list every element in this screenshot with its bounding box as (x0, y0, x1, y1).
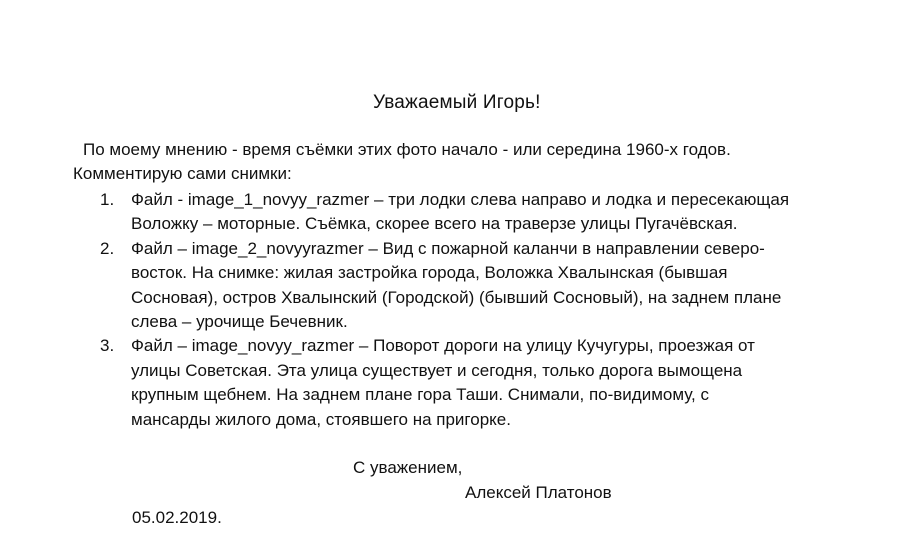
list-item (100, 334, 840, 432)
letter-closing: С уважением, (353, 458, 463, 477)
list-item-line: восток. На снимке: жилая застройка города, Воложка Хвалынская (бывшая (131, 263, 728, 283)
list-item-line: Файл – image_2_novyyrazmer – Вид с пожарной каланчи в направлении северо- (131, 238, 765, 258)
list-item (100, 188, 840, 237)
letter-signature: Алексей Платонов (465, 483, 612, 502)
list-item-line: улицы Советская. Эта улица существует и сегодня, только дорога вымощена (131, 360, 743, 380)
letter-intro: По моему мнению - время съёмки этих фото начало - или середина 1960-х годов. (83, 140, 731, 159)
list-item-line: крупным щебнем. На заднем плане гора Таши. Снимали, по-видимому, с (131, 385, 709, 405)
list-item-line: слева – урочище Бечевник. (131, 311, 348, 331)
list-item-line: мансарды жилого дома, стоявшего на пригорке. (131, 409, 511, 429)
list-item-line: Файл - image_1_novyy_razmer – три лодки слева направо и лодка и пересекающая (131, 190, 790, 209)
letter-date: 05.02.2019. (132, 508, 222, 527)
list-item (100, 237, 840, 335)
comment-intro: Комментирую сами снимки: (73, 164, 292, 183)
list-item-line: Воложку – моторные. Съёмка, скорее всего на траверзе улицы Пугачёвская. (131, 214, 738, 234)
list-item-number: 2. (100, 238, 115, 258)
list-item-line: Файл – image_novyy_razmer – Поворот дороги на улицу Кучугуры, проезжая от (131, 336, 755, 356)
list-item-number: 3. (100, 336, 115, 356)
list-item-line: Сосновая), остров Хвалынский (Городской) (бывший Сосновый), на заднем плане (131, 287, 782, 307)
photo-comment-list (100, 188, 840, 432)
list-item-number: 1. (100, 190, 115, 209)
letter-greeting: Уважаемый Игорь! (373, 92, 541, 113)
